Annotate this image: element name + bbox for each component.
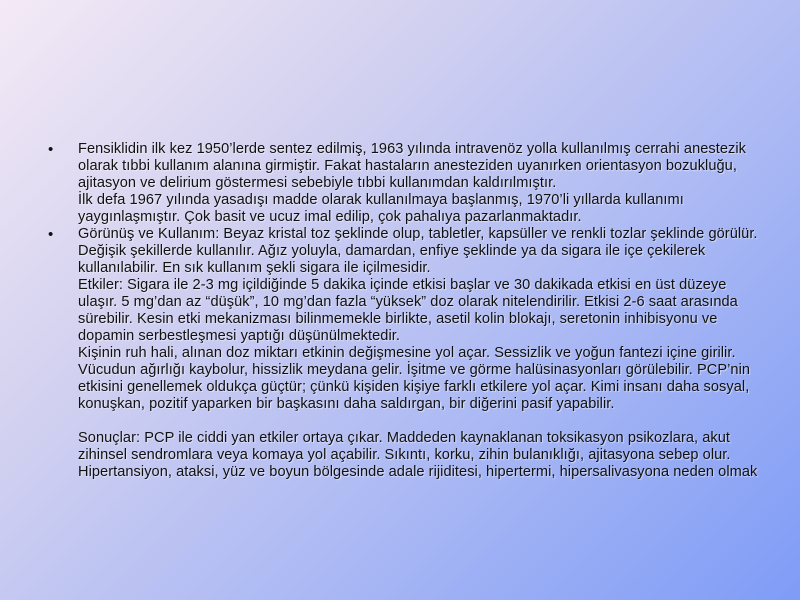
consequences-paragraph: Sonuçlar: PCP ile ciddi yan etkiler ortaya çıkar. Maddeden kaynaklanan toksikasyon psikozlara, akut zihinsel sendromlara veya komaya yol açabilir. Sıkıntı, korku, zihin bulanıklığı, ajitasyona sebep olur. Hipertansiyon, ataksi, yüz ve boyun bölgesinde adale rijiditesi, hipertermi, hipersalivasyona neden olmak: [78, 430, 758, 480]
history-paragraph: Fensiklidin ilk kez 1950’lerde sentez edilmiş, 1963 yılında intravenöz yolla kullanılmış cerrahi anestezik olarak tıbbi kullanım alanına girmiştir. Fakat hastaların anesteziden uyanırken orientasyon bozukluğu, ajitasyon ve delirium göstermesi sebebiyle tıbbi kullanımdan kaldırılmıştır.: [78, 141, 747, 191]
bullet-text: [78, 141, 760, 226]
illegal-use-paragraph: İlk defa 1967 yılında yasadışı madde olarak kullanılmaya başlanmış, 1970’li yıllarda kullanımı yaygınlaşmıştır. Çok basit ve ucuz imal edilip, çok pahalıya pazarlanmaktadır.: [78, 192, 684, 225]
bullet-marker: •: [48, 226, 54, 243]
bullet-item-appearance-usage: [48, 226, 760, 481]
mood-paragraph: Kişinin ruh hali, alınan doz miktarı etkinin değişmesine yol açar. Sessizlik ve yoğun fantezi içine girilir. Vücudun ağırlığı kaybolur, hissizlik meydana gelir. İşitme ve görme halüsinasyonları görülebilir. PCP’nin etkisini genellemek oldukça güçtür; çünkü kişiden kişiye farklı etkilere yol açar. Kimi insanı daha sosyal, konuşkan, pozitif yaparken bir başkasını daha saldırgan, bir diğerini pasif yapabilir.: [78, 345, 751, 412]
appearance-paragraph: Görünüş ve Kullanım: Beyaz kristal toz şeklinde olup, tabletler, kapsüller ve renkli tozlar şeklinde görülür. Değişik şekillerde kullanılır. Ağız yoluyla, damardan, enfiye şeklinde ya da sigara ile içe çekilerek kullanılabilir. En sık kullanım şekli sigara ile içilmesidir.: [78, 226, 758, 276]
bullet-item-fensiklidin-history: [48, 141, 760, 226]
blank-line: [78, 413, 760, 430]
bullet-marker: •: [48, 141, 54, 158]
bullet-text: [78, 226, 760, 481]
effects-paragraph: Etkiler: Sigara ile 2-3 mg içildiğinde 5 dakika içinde etkisi başlar ve 30 dakikada etkisi en üst düzeye ulaşır. 5 mg’dan az “düşük”, 10 mg’dan fazla “yüksek” doz olarak nitelendirilir. Etkisi 2-6 saat arasında sürebilir. Kesin etki mekanizması bilinmemekle birlikte, asetil kolin blokajı, seretonin inhibisyonu ve dopamin serbestleşmesi yaptığı düşünülmektedir.: [78, 277, 738, 344]
slide-body: [48, 141, 760, 481]
